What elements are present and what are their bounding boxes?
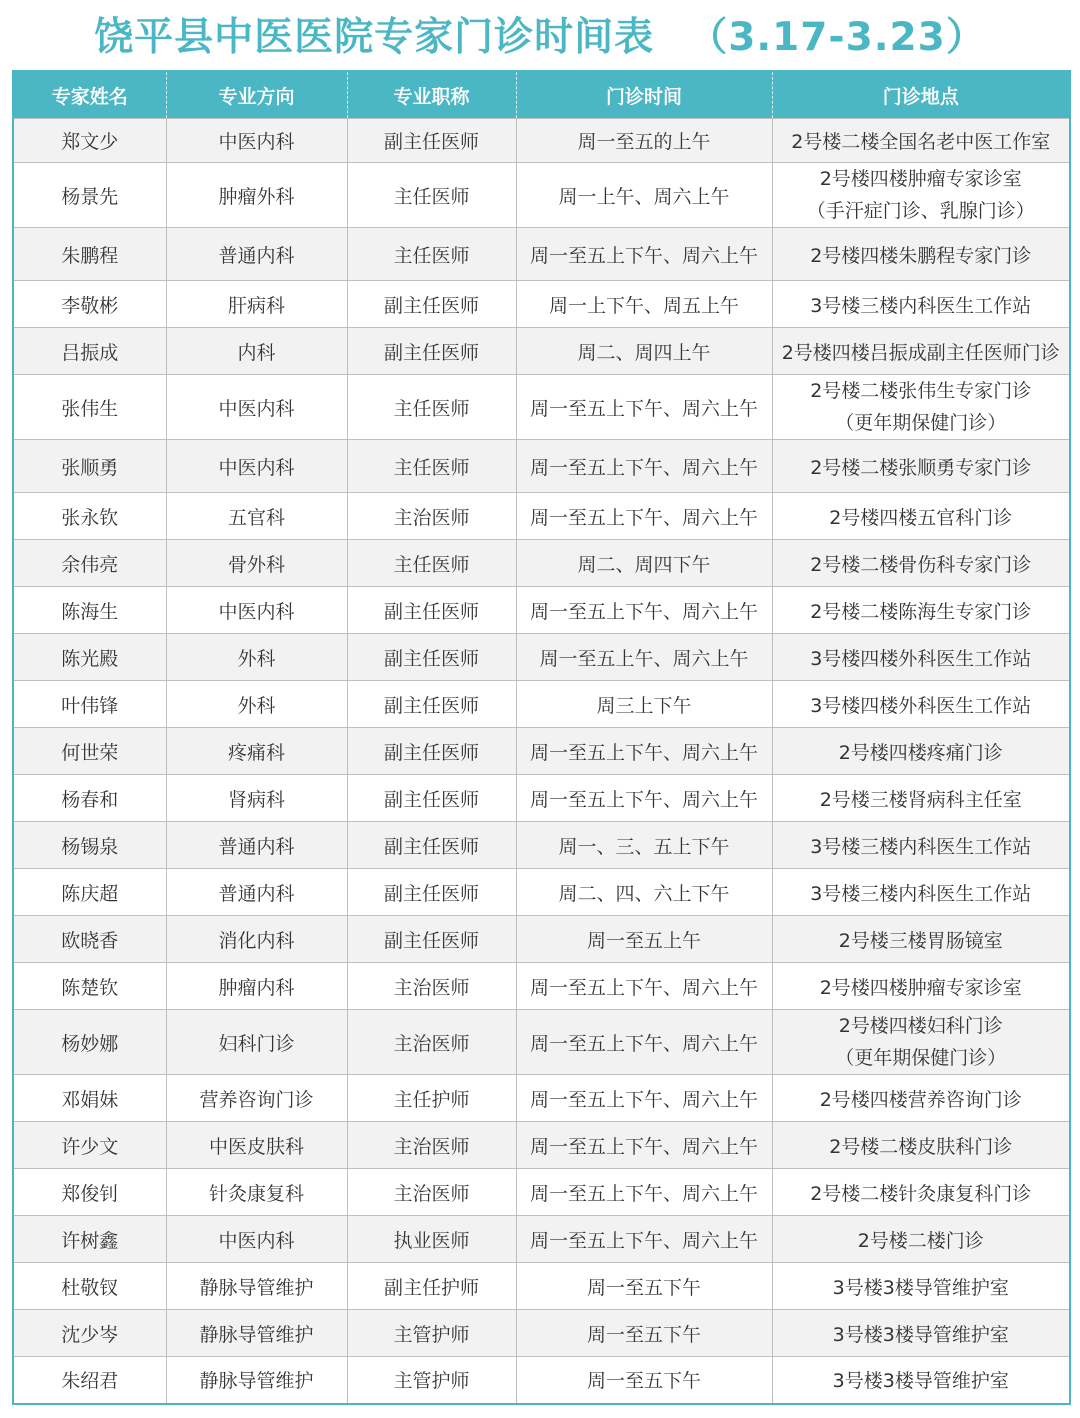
cell-name: 许树鑫 <box>13 1216 166 1263</box>
cell-department: 中医内科 <box>166 119 347 163</box>
cell-department: 中医内科 <box>166 1216 347 1263</box>
table-row <box>13 634 1070 681</box>
cell-name: 陈庆超 <box>13 869 166 916</box>
cell-department: 营养咨询门诊 <box>166 1075 347 1122</box>
cell-location: 2号楼二楼皮肤科门诊 <box>772 1122 1070 1169</box>
cell-title: 主治医师 <box>347 1122 516 1169</box>
cell-location: 3号楼三楼内科医生工作站 <box>772 869 1070 916</box>
cell-title: 副主任医师 <box>347 916 516 963</box>
cell-time: 周一至五上下午、周六上午 <box>516 1010 772 1075</box>
cell-title: 主治医师 <box>347 1169 516 1216</box>
cell-location: 2号楼二楼门诊 <box>772 1216 1070 1263</box>
cell-title: 副主任医师 <box>347 587 516 634</box>
cell-title: 副主任护师 <box>347 1263 516 1310</box>
cell-name: 陈海生 <box>13 587 166 634</box>
cell-title: 主治医师 <box>347 963 516 1010</box>
cell-title: 主任医师 <box>347 540 516 587</box>
cell-department: 外科 <box>166 634 347 681</box>
table-row <box>13 728 1070 775</box>
table-row <box>13 228 1070 281</box>
table-row <box>13 822 1070 869</box>
cell-department: 中医内科 <box>166 587 347 634</box>
cell-department: 内科 <box>166 328 347 375</box>
header-department: 专业方向 <box>166 71 347 119</box>
cell-location: 2号楼二楼针灸康复科门诊 <box>772 1169 1070 1216</box>
cell-location: 2号楼四楼疼痛门诊 <box>772 728 1070 775</box>
cell-time: 周一至五上下午、周六上午 <box>516 1075 772 1122</box>
header-location: 门诊地点 <box>772 71 1070 119</box>
cell-location: 3号楼3楼导管维护室 <box>772 1357 1070 1404</box>
table-row <box>13 1122 1070 1169</box>
location-line: 2号楼二楼张伟生专家门诊 <box>810 380 1032 402</box>
cell-location <box>772 375 1070 440</box>
cell-time: 周一至五上下午、周六上午 <box>516 1122 772 1169</box>
table-row <box>13 681 1070 728</box>
table-row <box>13 869 1070 916</box>
cell-department: 静脉导管维护 <box>166 1357 347 1404</box>
cell-department: 静脉导管维护 <box>166 1263 347 1310</box>
cell-name: 吕振成 <box>13 328 166 375</box>
table-row <box>13 963 1070 1010</box>
cell-title: 副主任医师 <box>347 869 516 916</box>
cell-name: 张永钦 <box>13 493 166 540</box>
cell-time: 周一至五上下午、周六上午 <box>516 375 772 440</box>
cell-time: 周一、三、五上下午 <box>516 822 772 869</box>
table-row <box>13 540 1070 587</box>
cell-location: 3号楼四楼外科医生工作站 <box>772 634 1070 681</box>
cell-time: 周一至五上下午、周六上午 <box>516 440 772 493</box>
cell-location: 2号楼二楼张顺勇专家门诊 <box>772 440 1070 493</box>
cell-location: 2号楼二楼骨伤科专家门诊 <box>772 540 1070 587</box>
title-date-range: （3.17-3.23） <box>688 15 986 60</box>
cell-department: 普通内科 <box>166 228 347 281</box>
cell-title: 副主任医师 <box>347 681 516 728</box>
cell-time: 周三上下午 <box>516 681 772 728</box>
cell-department: 中医内科 <box>166 440 347 493</box>
location-note: （手汗症门诊、乳腺门诊） <box>806 200 1035 222</box>
cell-time: 周一至五下午 <box>516 1263 772 1310</box>
header-time: 门诊时间 <box>516 71 772 119</box>
cell-department: 普通内科 <box>166 869 347 916</box>
cell-title: 副主任医师 <box>347 328 516 375</box>
cell-location: 3号楼三楼内科医生工作站 <box>772 822 1070 869</box>
cell-location: 2号楼二楼陈海生专家门诊 <box>772 587 1070 634</box>
table-row <box>13 916 1070 963</box>
cell-time: 周一至五下午 <box>516 1357 772 1404</box>
cell-location: 3号楼四楼外科医生工作站 <box>772 681 1070 728</box>
cell-title: 执业医师 <box>347 1216 516 1263</box>
cell-time: 周一上午、周六上午 <box>516 163 772 228</box>
cell-location: 2号楼四楼五官科门诊 <box>772 493 1070 540</box>
cell-title: 副主任医师 <box>347 775 516 822</box>
cell-department: 肿瘤外科 <box>166 163 347 228</box>
location-note: （更年期保健门诊） <box>835 1047 1007 1069</box>
cell-time: 周一至五上午 <box>516 916 772 963</box>
location-note: （更年期保健门诊） <box>835 412 1007 434</box>
schedule-table <box>12 70 1071 1405</box>
table-row <box>13 1263 1070 1310</box>
cell-title: 主任医师 <box>347 228 516 281</box>
page-title <box>0 0 1080 68</box>
table-row <box>13 775 1070 822</box>
cell-name: 余伟亮 <box>13 540 166 587</box>
table-row <box>13 587 1070 634</box>
table-body <box>13 119 1070 1404</box>
cell-department: 消化内科 <box>166 916 347 963</box>
cell-title: 主任医师 <box>347 163 516 228</box>
cell-name: 朱鹏程 <box>13 228 166 281</box>
cell-time: 周一至五上下午、周六上午 <box>516 587 772 634</box>
cell-name: 杨锡泉 <box>13 822 166 869</box>
cell-department: 普通内科 <box>166 822 347 869</box>
cell-title: 主治医师 <box>347 493 516 540</box>
cell-name: 朱绍君 <box>13 1357 166 1404</box>
cell-location: 2号楼三楼胃肠镜室 <box>772 916 1070 963</box>
cell-title: 主治医师 <box>347 1010 516 1075</box>
cell-department: 静脉导管维护 <box>166 1310 347 1357</box>
cell-time: 周一至五上午、周六上午 <box>516 634 772 681</box>
cell-location: 2号楼四楼肿瘤专家诊室 <box>772 963 1070 1010</box>
cell-department: 骨外科 <box>166 540 347 587</box>
cell-time: 周二、周四下午 <box>516 540 772 587</box>
cell-title: 主管护师 <box>347 1310 516 1357</box>
cell-name: 陈楚钦 <box>13 963 166 1010</box>
location-line: 2号楼四楼妇科门诊 <box>838 1015 1003 1037</box>
cell-time: 周一至五上下午、周六上午 <box>516 493 772 540</box>
cell-time: 周一至五上下午、周六上午 <box>516 775 772 822</box>
cell-name: 沈少岑 <box>13 1310 166 1357</box>
cell-name: 张顺勇 <box>13 440 166 493</box>
table-row <box>13 1357 1070 1404</box>
cell-time: 周一至五的上午 <box>516 119 772 163</box>
cell-name: 杨妙娜 <box>13 1010 166 1075</box>
cell-name: 李敬彬 <box>13 281 166 328</box>
table-row <box>13 1169 1070 1216</box>
cell-time: 周二、周四上午 <box>516 328 772 375</box>
cell-department: 针灸康复科 <box>166 1169 347 1216</box>
title-main: 饶平县中医医院专家门诊时间表 <box>94 15 655 60</box>
cell-location: 2号楼二楼全国名老中医工作室 <box>772 119 1070 163</box>
cell-location: 2号楼四楼营养咨询门诊 <box>772 1075 1070 1122</box>
cell-location: 3号楼3楼导管维护室 <box>772 1263 1070 1310</box>
header-name: 专家姓名 <box>13 71 166 119</box>
cell-department: 肾病科 <box>166 775 347 822</box>
cell-name: 郑俊钊 <box>13 1169 166 1216</box>
cell-name: 陈光殿 <box>13 634 166 681</box>
table-row <box>13 1310 1070 1357</box>
cell-title: 副主任医师 <box>347 728 516 775</box>
cell-department: 妇科门诊 <box>166 1010 347 1075</box>
cell-title: 副主任医师 <box>347 281 516 328</box>
cell-department: 五官科 <box>166 493 347 540</box>
cell-time: 周二、四、六上下午 <box>516 869 772 916</box>
cell-name: 叶伟锋 <box>13 681 166 728</box>
cell-name: 何世荣 <box>13 728 166 775</box>
cell-location <box>772 163 1070 228</box>
cell-name: 郑文少 <box>13 119 166 163</box>
cell-time: 周一至五上下午、周六上午 <box>516 1216 772 1263</box>
table-row <box>13 1075 1070 1122</box>
location-line: 2号楼四楼肿瘤专家诊室 <box>819 168 1022 190</box>
cell-title: 副主任医师 <box>347 822 516 869</box>
cell-location: 2号楼四楼吕振成副主任医师门诊 <box>772 328 1070 375</box>
cell-name: 杜敬钗 <box>13 1263 166 1310</box>
table-header-row <box>13 71 1070 119</box>
table-row <box>13 163 1070 228</box>
cell-department: 中医内科 <box>166 375 347 440</box>
cell-name: 邓娟妹 <box>13 1075 166 1122</box>
cell-department: 中医皮肤科 <box>166 1122 347 1169</box>
cell-title: 主任医师 <box>347 375 516 440</box>
cell-department: 肝病科 <box>166 281 347 328</box>
table-row <box>13 119 1070 163</box>
cell-department: 疼痛科 <box>166 728 347 775</box>
cell-time: 周一至五上下午、周六上午 <box>516 228 772 281</box>
cell-location: 2号楼四楼朱鹏程专家门诊 <box>772 228 1070 281</box>
cell-time: 周一至五上下午、周六上午 <box>516 728 772 775</box>
cell-title: 主管护师 <box>347 1357 516 1404</box>
cell-time: 周一至五上下午、周六上午 <box>516 963 772 1010</box>
cell-department: 外科 <box>166 681 347 728</box>
cell-time: 周一上下午、周五上午 <box>516 281 772 328</box>
cell-name: 许少文 <box>13 1122 166 1169</box>
cell-name: 欧晓香 <box>13 916 166 963</box>
table-row <box>13 281 1070 328</box>
table-row <box>13 1216 1070 1263</box>
header-title: 专业职称 <box>347 71 516 119</box>
table-row <box>13 493 1070 540</box>
table-row <box>13 440 1070 493</box>
cell-location: 3号楼3楼导管维护室 <box>772 1310 1070 1357</box>
cell-department: 肿瘤内科 <box>166 963 347 1010</box>
cell-title: 主任医师 <box>347 440 516 493</box>
cell-time: 周一至五上下午、周六上午 <box>516 1169 772 1216</box>
cell-title: 副主任医师 <box>347 119 516 163</box>
cell-name: 杨春和 <box>13 775 166 822</box>
cell-location: 2号楼三楼肾病科主任室 <box>772 775 1070 822</box>
cell-name: 张伟生 <box>13 375 166 440</box>
cell-location: 3号楼三楼内科医生工作站 <box>772 281 1070 328</box>
cell-title: 主任护师 <box>347 1075 516 1122</box>
cell-time: 周一至五下午 <box>516 1310 772 1357</box>
table-row <box>13 1010 1070 1075</box>
table-row <box>13 328 1070 375</box>
cell-title: 副主任医师 <box>347 634 516 681</box>
table-row <box>13 375 1070 440</box>
cell-location <box>772 1010 1070 1075</box>
cell-name: 杨景先 <box>13 163 166 228</box>
